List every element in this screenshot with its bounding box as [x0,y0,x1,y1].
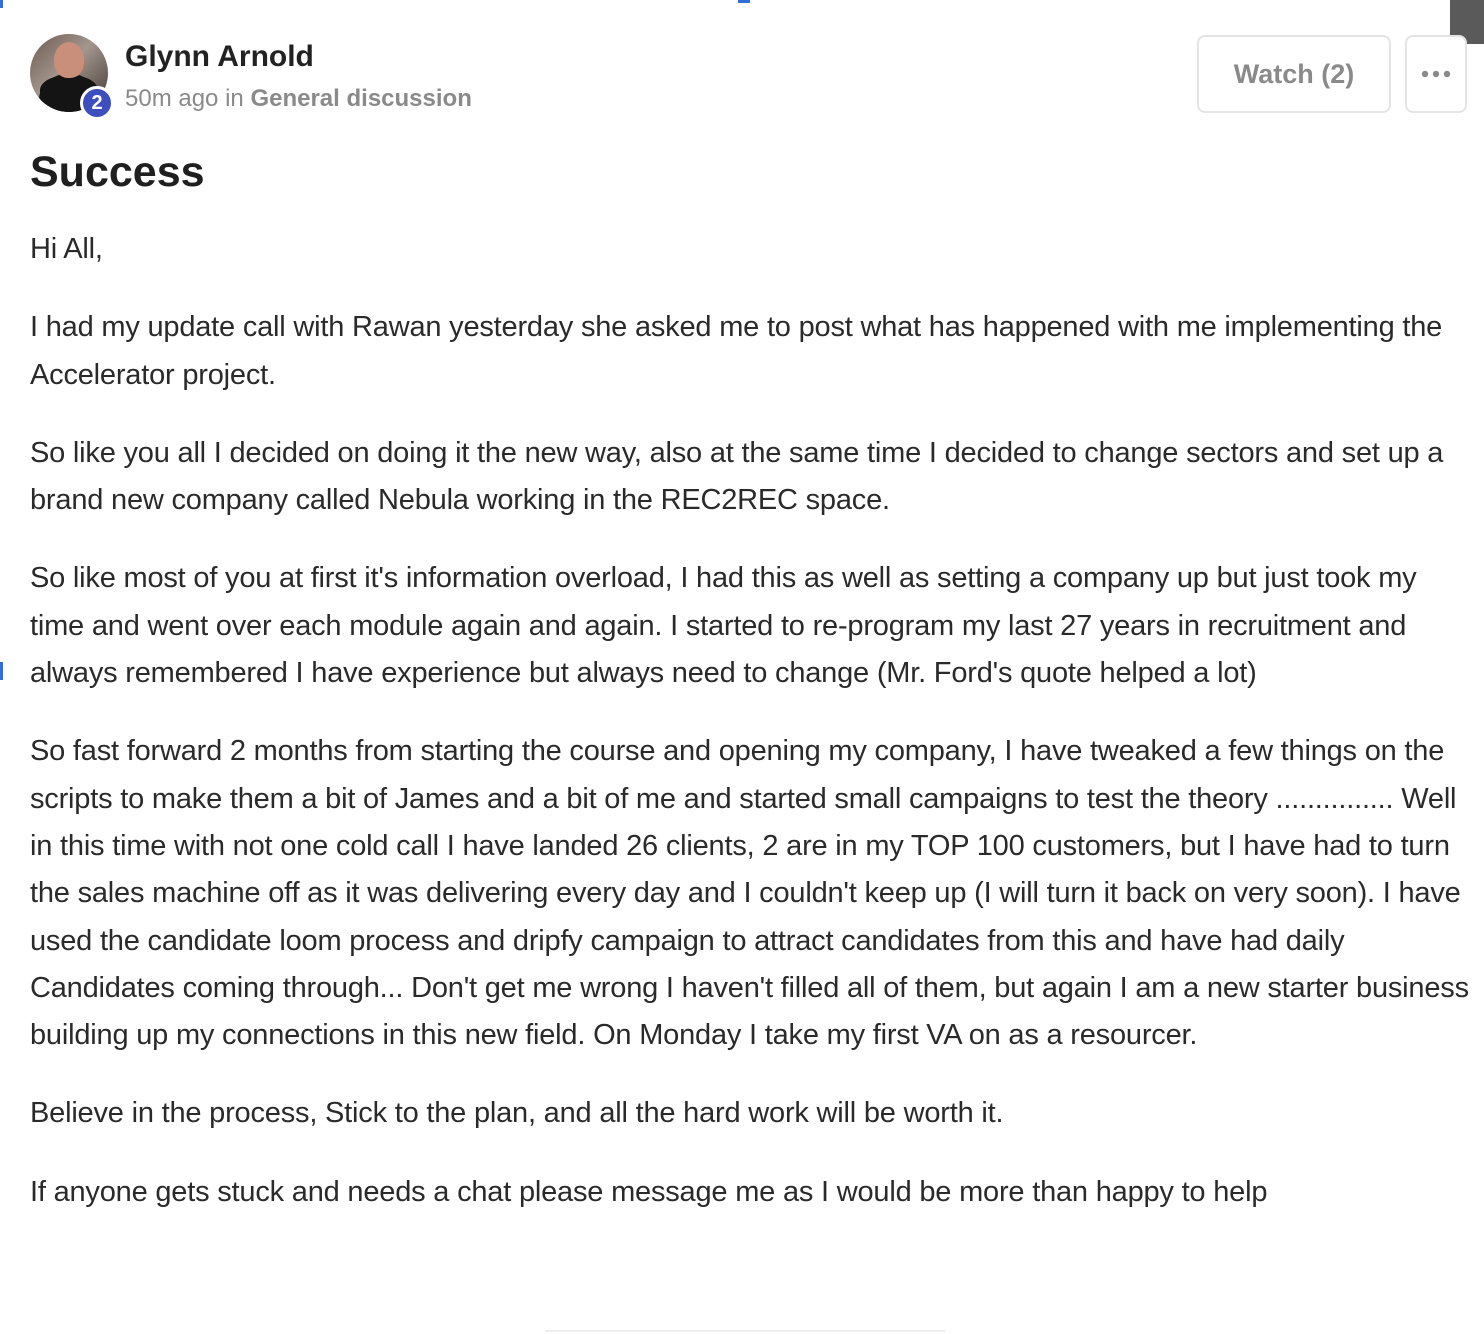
paragraph-information-overload: So like most of you at first it's information overload, I had this as well as setting a company up but just took my time and went over each module again and again. I started to re-program my last 27 years in recruitment and always remembered I have experience but always need to change (Mr. Ford's quote helped a lot) [30,562,1417,690]
post-header [30,34,472,118]
paragraph-offer-help: If anyone gets stuck and needs a chat please message me as I would be more than happy to help [30,1175,1268,1208]
paragraph-update-call: I had my update call with Rawan yesterday she asked me to post what has happened with me implementing the Accelerator project. [30,311,1443,391]
meta-in-label: in [225,85,244,112]
avatar-face [54,42,84,78]
paragraph-new-way: So like you all I decided on doing it the new way, also at the same time I decided to change sectors and set up a brand new company called Nebula working in the REC2REC space. [30,436,1444,517]
paragraph-fast-forward: So fast forward 2 months from starting the course and opening my company, I have tweaked a few things on the scripts to make them a bit of James and a bit of me and started small campaigns to test the theory ............... Well in this time with not one cold call I have landed 26 clients, 2 are in my TOP 100 customers, but I have had to turn the sales machine off as it was delivering every day and I couldn't keep up (I will turn it back on very soon). I have used the candidate loom process and dripfy campaign to attract candidates from this and have had daily Candidates coming through... Don't get me wrong I haven't filled all of them, but again I am a new starter business building up my connections in this new field. On Monday I take my first VA on as a resourcer. [30,735,1469,1052]
selection-marker-top [738,0,750,3]
category-link[interactable]: General discussion [250,85,472,112]
post-divider [545,1330,945,1332]
selection-marker-topleft [0,0,3,8]
ellipsis-icon [1421,70,1451,78]
post-time: 50m ago [125,85,219,112]
post-meta-line [125,83,472,115]
paragraph-greeting: Hi All, [30,233,103,265]
post-meta [125,39,472,115]
avatar[interactable] [30,34,108,112]
more-options-button[interactable] [1405,35,1467,113]
post-title: Success [30,148,205,196]
paragraph-believe: Believe in the process, Stick to the plan, and all the hard work will be worth it. [30,1097,1004,1130]
selection-marker-left [0,662,3,680]
author-name[interactable]: Glynn Arnold [125,40,314,73]
watch-button[interactable]: Watch (2) [1197,35,1391,113]
level-badge: 2 [80,86,114,120]
post-body [30,226,1470,1247]
